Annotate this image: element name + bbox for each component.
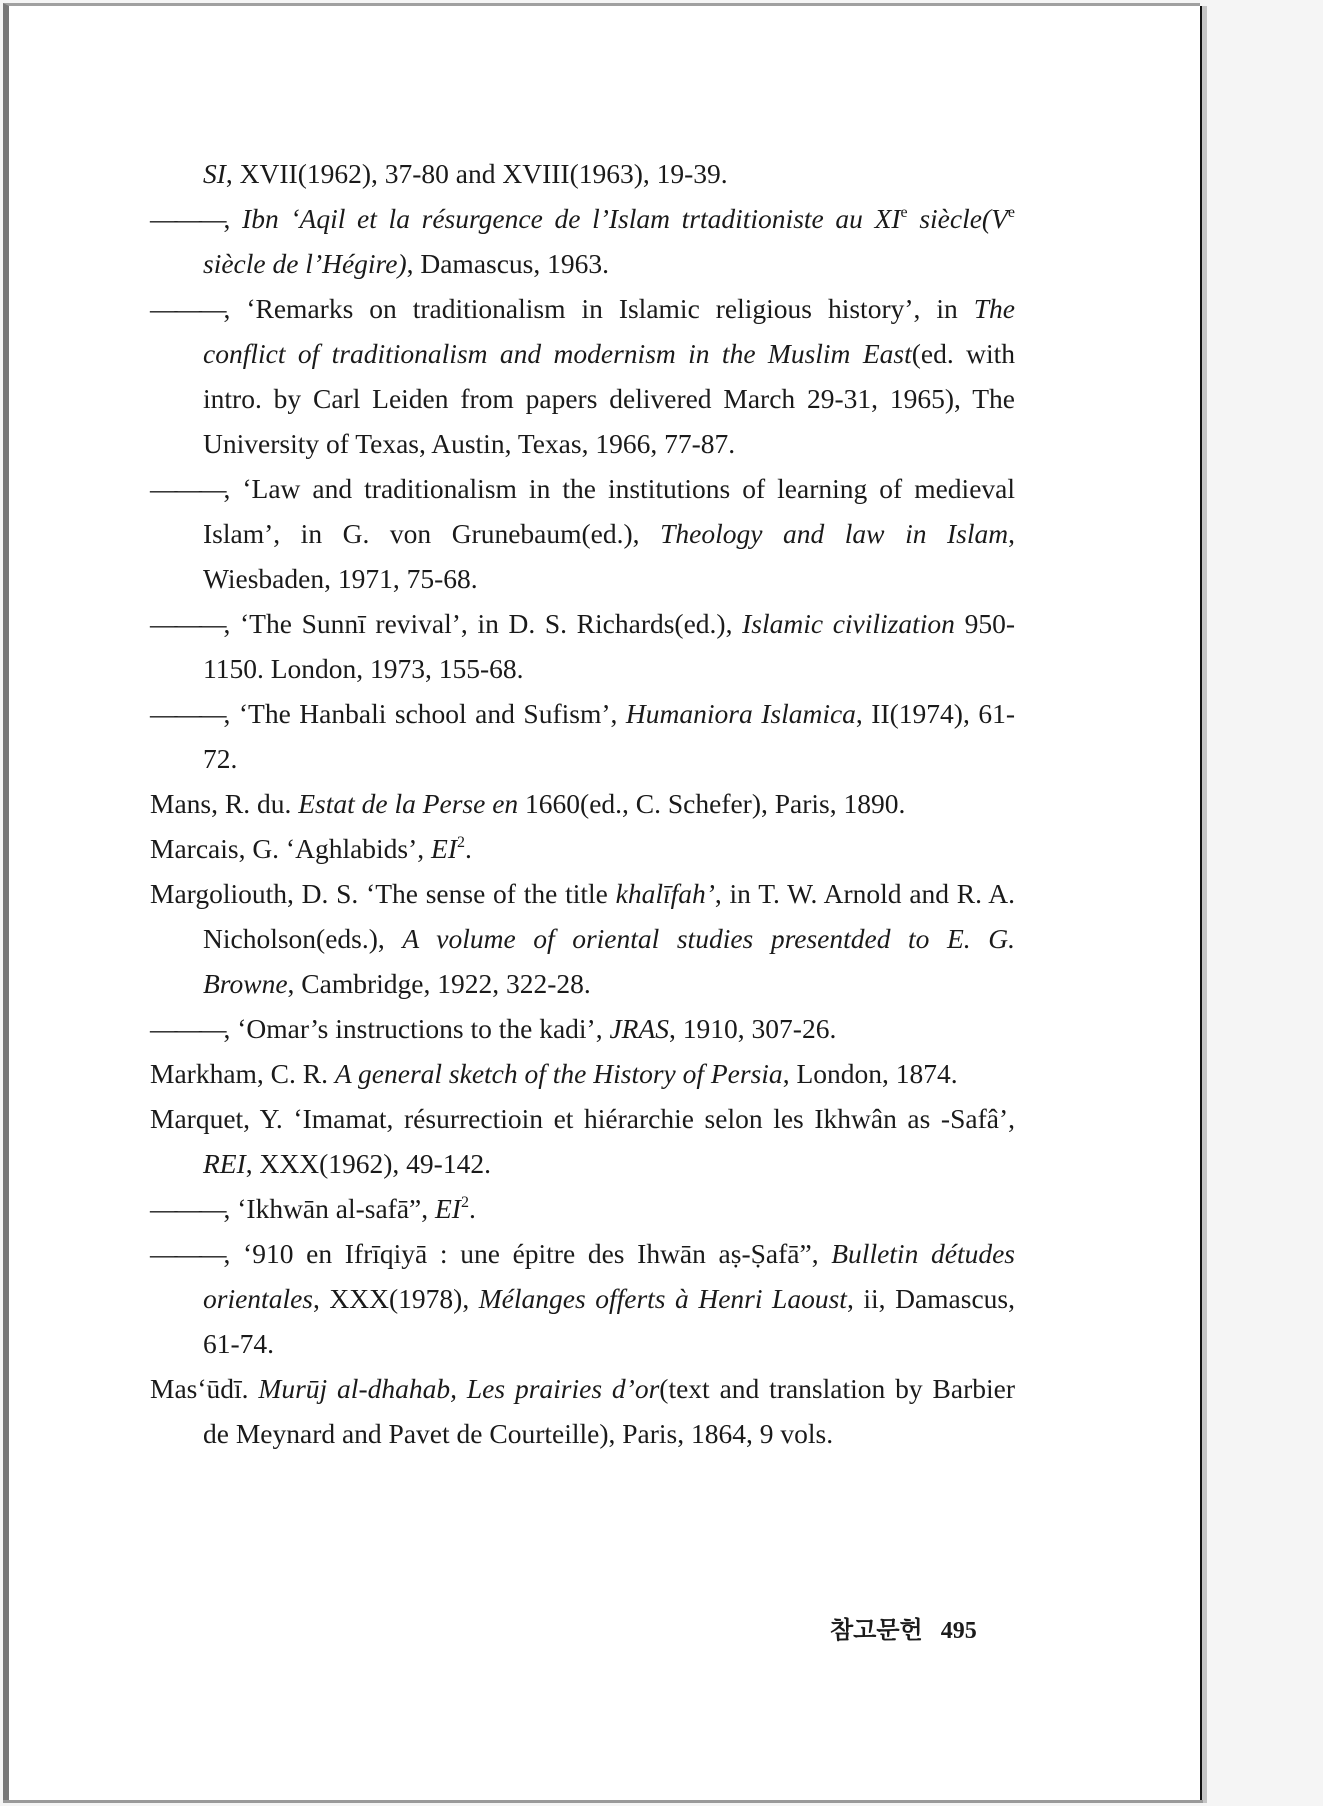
bibliography-entry: [150, 1006, 1015, 1051]
entry-text: , ‘Remarks on traditionalism in Islamic religious history’, in: [223, 293, 974, 324]
entry-text: .: [468, 1193, 476, 1224]
italic-title: REI: [203, 1148, 246, 1179]
bibliography-entry: [150, 601, 1015, 691]
entry-text: , ‘The Hanbali school and Sufism’,: [223, 698, 626, 729]
italic-title: EI: [431, 833, 458, 864]
entry-text: , London, 1874.: [782, 1058, 958, 1089]
entry-text: , ‘Law and traditionalism in the institutions of learning of medieval Islam’, in G. von Grunebaum(ed.),: [203, 473, 1015, 549]
bibliography-entry: [150, 1186, 1015, 1231]
entry-text: , ‘The Sunnī revival’, in D. S. Richards(ed.),: [223, 608, 743, 639]
repeat-author-dash: ———: [150, 293, 224, 324]
entry-text: , ‘910 en Ifrīqiyā : une épitre des Ihwān aṣ-Ṣafā”,: [223, 1238, 832, 1269]
entry-text: Mans, R. du.: [150, 788, 299, 819]
page-number: 495: [940, 1618, 977, 1644]
entry-text: , 1910, 307-26.: [669, 1013, 837, 1044]
entry-text: , in T. W. Arnold and R. A. Nicholson(eds.),: [203, 878, 1015, 954]
italic-title: JRAS: [609, 1013, 670, 1044]
entry-text: , Cambridge, 1922, 322-28.: [287, 968, 591, 999]
bibliography-entry: [150, 826, 1015, 871]
bibliography-entry: [150, 1231, 1015, 1366]
entry-text: , ii, Damascus, 61-74.: [203, 1283, 1015, 1359]
entry-text: (ed. with intro. by Carl Leiden from papers delivered March 29-31, 1965), The University of Texas, Austin, Texas, 1966, 77-87.: [203, 338, 1015, 459]
italic-title: Mélanges offerts à Henri Laoust: [478, 1283, 847, 1314]
entry-text: 1660(ed., C. Schefer), Paris, 1890.: [518, 788, 906, 819]
entry-text: 950-1150. London, 1973, 155-68.: [203, 608, 1015, 684]
italic-title: Bulletin détudes orientales: [203, 1238, 1015, 1314]
entry-text: Mas‘ūdī.: [150, 1373, 259, 1404]
italic-title: siècle de l’Hégire): [203, 248, 407, 279]
bibliography-entry: [150, 781, 1015, 826]
repeat-author-dash: ———: [150, 1193, 224, 1224]
entry-text: Markham, C. R.: [150, 1058, 335, 1089]
repeat-author-dash: ———: [150, 698, 224, 729]
bibliography-entry: [150, 151, 1015, 196]
entry-text: , II(1974), 61-72.: [203, 698, 1015, 774]
entry-text: , Damascus, 1963.: [406, 248, 610, 279]
page-footer: [830, 1610, 977, 1645]
italic-title: khalīfah’: [615, 878, 715, 909]
entry-text: Margoliouth, D. S. ‘The sense of the title: [150, 878, 616, 909]
bibliography-entry: [150, 1366, 1015, 1456]
entry-text: Marquet, Y. ‘Imamat, résurrectioin et hiérarchie selon les Ikhwân as -Safâ’,: [150, 1103, 1015, 1134]
repeat-author-dash: ———: [150, 473, 224, 504]
italic-title: siècle(V: [907, 203, 1008, 234]
bibliography-entry: [150, 1051, 1015, 1096]
superscript: 2: [460, 1194, 469, 1211]
italic-title: Ibn ‘Aqil et la résurgence de l’Islam trtaditioniste au XI: [242, 203, 901, 234]
italic-title: SI: [203, 158, 226, 189]
entry-text: , Wiesbaden, 1971, 75-68.: [203, 518, 1015, 594]
repeat-author-dash: ———: [150, 1238, 224, 1269]
italic-title: EI: [435, 1193, 461, 1224]
running-footer-title: 참고문헌: [830, 1616, 923, 1644]
bibliography-entry: [150, 196, 1015, 286]
bibliography-entry: [150, 286, 1015, 466]
entry-text: .: [465, 833, 472, 864]
entry-text: (text and translation by Barbier de Meynard and Pavet de Courteille), Paris, 1864, 9 vols.: [203, 1373, 1015, 1449]
repeat-author-dash: ———: [150, 608, 224, 639]
entry-text: ,: [223, 203, 243, 234]
italic-title: Estat de la Perse en: [298, 788, 519, 819]
page-bottom-border: [3, 1800, 1203, 1803]
entry-text: , ‘Omar’s instructions to the kadi’,: [223, 1013, 610, 1044]
entry-text: Marcais, G. ‘Aghlabids’,: [150, 833, 432, 864]
superscript: e: [900, 204, 908, 221]
page-edge-shadow: [1200, 6, 1207, 1803]
italic-title: The conflict of traditionalism and modernism in the Muslim East: [203, 293, 1015, 369]
bibliography-entry: [150, 466, 1015, 601]
italic-title: Humaniora Islamica: [625, 698, 856, 729]
entry-text: , ‘Ikhwān al-safā”,: [223, 1193, 435, 1224]
bibliography-entry: [150, 691, 1015, 781]
entry-text: , XXX(1962), 49-142.: [245, 1148, 491, 1179]
bibliography-entry: [150, 871, 1015, 1006]
bibliography-entry: [150, 1096, 1015, 1186]
entry-text: , XVII(1962), 37-80 and XVIII(1963), 19-39.: [225, 158, 728, 189]
bibliography-list: [150, 151, 1015, 1456]
repeat-author-dash: ———: [150, 203, 224, 234]
italic-title: A general sketch of the History of Persia: [334, 1058, 783, 1089]
superscript: e: [1007, 204, 1015, 221]
italic-title: A volume of oriental studies presentded to E. G. Browne: [203, 923, 1015, 999]
italic-title: Theology and law in Islam: [660, 518, 1009, 549]
italic-title: Islamic civilization: [742, 608, 955, 639]
repeat-author-dash: ———: [150, 1013, 224, 1044]
italic-title: Murūj al-dhahab, Les prairies d’or: [258, 1373, 660, 1404]
superscript: 2: [457, 834, 466, 851]
entry-text: , XXX(1978),: [313, 1283, 479, 1314]
